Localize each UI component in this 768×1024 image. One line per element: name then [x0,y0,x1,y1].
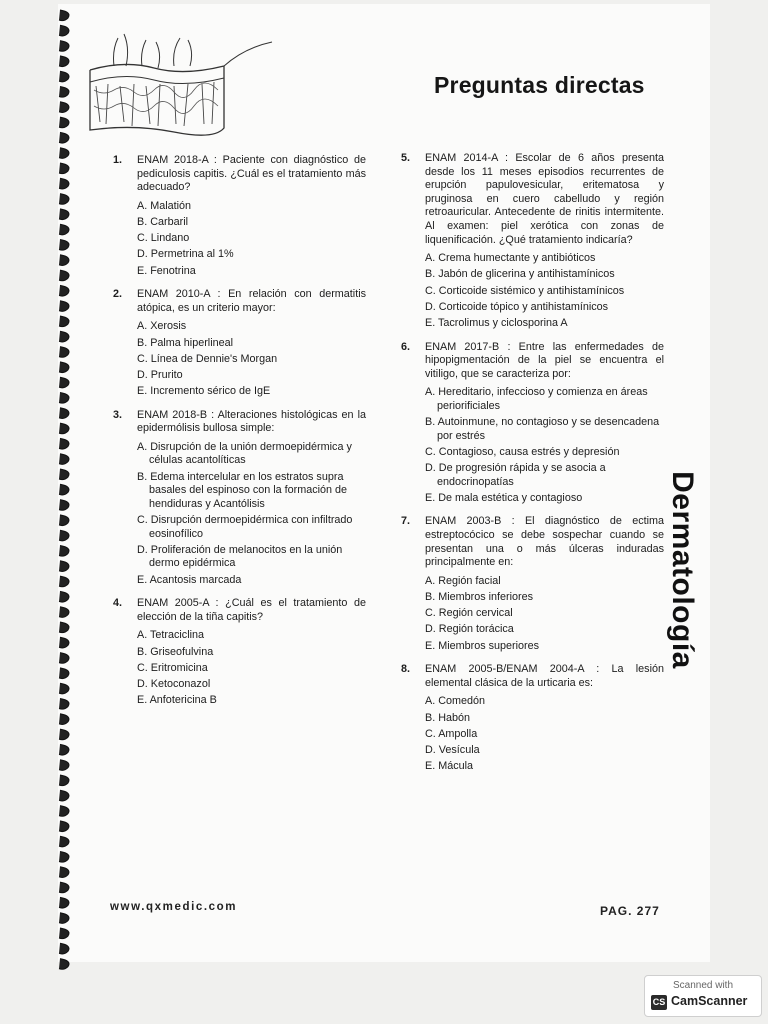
question-text: ENAM 2010-A : En relación con dermatitis atópica, es un criterio mayor: [137,288,366,314]
question-2 [110,288,366,399]
answer-option: D. Ketoconazol [137,677,211,690]
answer-option: C. Corticoide sistémico y antihistamínicos [425,284,625,297]
section-name: Dermatología [666,471,699,669]
question-number: 6. [401,340,411,353]
answer-option: A. Crema humectante y antibióticos [425,252,596,265]
answer-options [137,441,366,587]
answer-option: C. Línea de Dennie's Morgan [137,352,278,365]
question-7 [398,515,664,653]
page-number: PAG. 277 [600,904,660,918]
answer-option: C. Región cervical [425,607,513,620]
watermark-caption: Scanned with [672,980,734,991]
question-number: 3. [113,408,123,421]
answer-option: A. Xerosis [137,320,187,333]
question-8 [398,663,664,774]
answer-option: E. Mácula [425,760,474,773]
question-number: 4. [113,597,123,610]
answer-option: E. Fenotrina [137,264,196,277]
answer-option: D. Prurito [137,368,183,381]
right-question-column [398,152,664,784]
question-number: 5. [401,152,411,164]
question-number: 1. [113,154,123,166]
answer-option: D. Corticoide tópico y antihistamínicos [425,300,609,313]
answer-option: B. Edema intercelular en los estratos supra basales del espinoso con la formación de hendiduras y Acantólisis [137,470,348,510]
answer-option: C. Disrupción dermoepidérmica con infiltrado eosinofílico [137,514,353,540]
spiral-binding [50,0,80,1024]
question-6 [398,341,664,506]
answer-options [425,386,664,505]
answer-option: A. Región facial [425,574,501,587]
answer-option: E. Tacrolimus y ciclosporina A [425,316,568,329]
answer-option: D. Región torácica [425,623,514,636]
question-text: ENAM 2005-A : ¿Cuál es el tratamiento de elección de la tiña capitis? [137,597,366,623]
skin-illustration [84,26,284,146]
answer-options [425,575,664,653]
answer-options [137,629,366,707]
answer-option: E. Anfotericina B [137,694,217,707]
answer-options [137,320,366,398]
answer-options [425,252,664,330]
answer-option: B. Habón [425,711,471,724]
answer-option: C. Eritromicina [137,661,208,674]
question-3 [110,409,366,588]
answer-options [137,200,366,278]
left-question-column [110,154,366,718]
answer-option: A. Tetraciclina [137,629,205,642]
question-1 [110,154,366,278]
section-label [662,450,702,690]
answer-option: E. Acantosis marcada [137,573,242,586]
answer-option: E. De mala estética y contagioso [425,491,583,504]
camscanner-logo-icon: CS [651,995,667,1010]
question-number: 8. [401,663,411,676]
answer-option: A. Comedón [425,695,486,708]
question-text: ENAM 2017-B : Entre las enfermedades de hipopigmentación de la piel se encuentra el vitiligo, que se caracteriza por: [425,340,664,380]
question-number: 2. [113,288,123,301]
answer-option: B. Palma hiperlineal [137,336,234,349]
question-text: ENAM 2005-B/ENAM 2004-A : La lesión elemental clásica de la urticaria es: [425,663,664,689]
answer-option: B. Griseofulvina [137,645,214,658]
camscanner-watermark [644,975,762,1017]
answer-option: C. Contagioso, causa estrés y depresión [425,445,620,458]
answer-option: A. Disrupción de la unión dermoepidérmica y células acantolíticas [137,440,352,467]
page-title: Preguntas directas [434,72,645,98]
answer-option: B. Jabón de glicerina y antihistamínicos [425,268,615,281]
answer-option: B. Autoinmune, no contagioso y se desencadena por estrés [425,416,660,442]
answer-option: C. Ampolla [425,727,478,740]
question-5 [398,152,664,331]
answer-option: D. De progresión rápida y se asocia a endocrinopatías [425,462,606,488]
answer-option: A. Hereditario, infeccioso y comienza en áreas periorificiales [425,386,648,412]
question-4 [110,597,366,708]
answer-option: E. Miembros superiores [425,639,540,652]
answer-option: D. Proliferación de melanocitos en la unión dermo epidérmica [137,543,343,570]
question-text: ENAM 2003-B : El diagnóstico de ectima estreptocócico se debe sospechar cuando se presentan una o más úlceras induradas principalmente en: [425,515,664,569]
answer-option: E. Incremento sérico de IgE [137,385,271,398]
question-text: ENAM 2018-A : Paciente con diagnóstico de pediculosis capitis. ¿Cuál es el tratamiento más adecuado? [137,154,366,194]
question-text: ENAM 2014-A : Escolar de 6 años presenta desde los 11 meses episodios recurrentes de erupción papulovesicular, eritematosa y pruginosa en cuero cabelludo y región retroauricular. Antecedente de rinitis intermitente. Al examen: piel xerótica con zonas de liquenificación. ¿Qué tratamiento indicaría? [425,152,664,246]
question-number: 7. [401,515,411,528]
answer-option: B. Miembros inferiores [425,590,534,603]
answer-option: C. Lindano [137,232,190,245]
question-text: ENAM 2018-B : Alteraciones histológicas en la epidermólisis bullosa simple: [137,408,366,435]
footer-website: www.qxmedic.com [110,901,238,913]
answer-option: D. Permetrina al 1% [137,248,234,261]
answer-option: B. Carbaril [137,215,189,228]
watermark-brand: CamScanner [671,994,748,1008]
answer-options [425,695,664,773]
answer-option: D. Vesícula [425,743,480,756]
answer-option: A. Malatión [137,199,192,212]
